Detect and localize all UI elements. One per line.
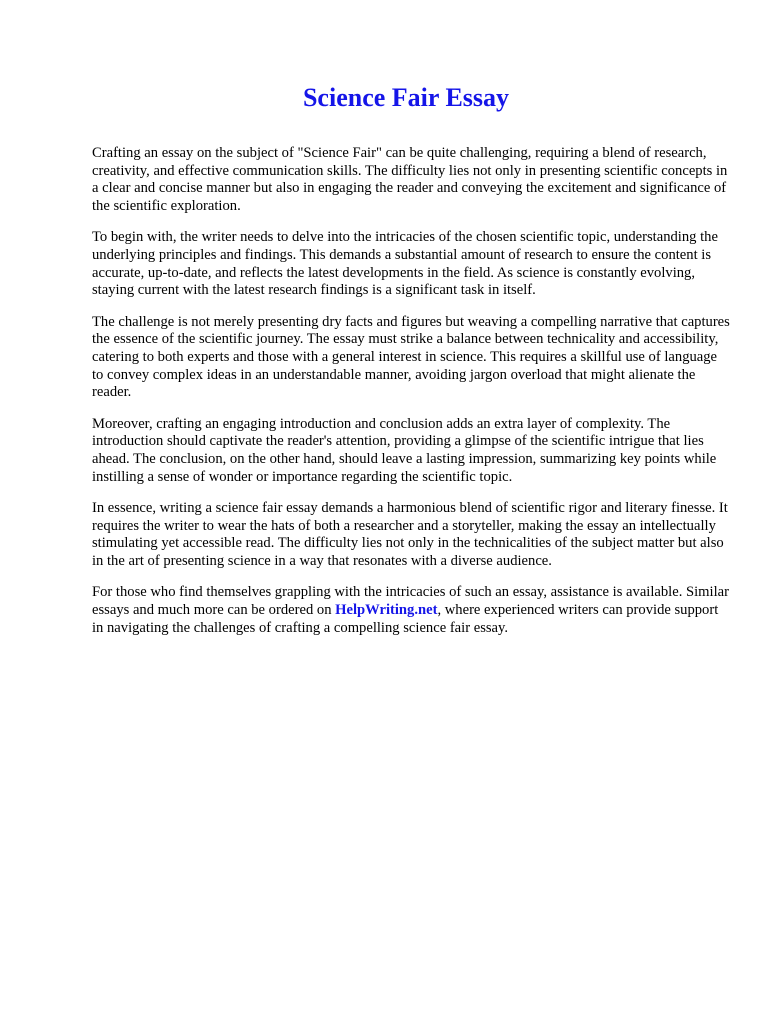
paragraph-6-text-after-link: , where experienced writers can provide support in navigating the challenges of crafting a compelling science fair essay.	[92, 602, 719, 636]
paragraph-6	[92, 584, 730, 637]
paragraph-1: Crafting an essay on the subject of "Science Fair" can be quite challenging, requiring a blend of research, creativity, and effective communication skills. The difficulty lies not only in presenting scientific concepts in a clear and concise manner but also in engaging the reader and conveying the excitement and significance of the scientific exploration.	[92, 145, 728, 214]
helpwriting-link[interactable]: HelpWriting.net	[335, 602, 438, 619]
paragraph-2: To begin with, the writer needs to delve into the intricacies of the chosen scientific topic, understanding the underlying principles and findings. This demands a substantial amount of research to ensure the content is accurate, up-to-date, and reflects the latest developments in the field. As science is constantly evolving, staying current with the latest research findings is a significant task in itself.	[92, 229, 718, 299]
paragraph-3: The challenge is not merely presenting dry facts and figures but weaving a compelling narrative that captures the essence of the scientific journey. The essay must strike a balance between technicality and accessibility, catering to both experts and those with a general interest in science. This requires a skillful use of language to convey complex ideas in an understandable manner, avoiding jargon overload that might alienate the reader.	[92, 313, 730, 401]
paragraph-6-text-before-link: For those who find themselves grappling with the intricacies of such an essay, assistance is available. Similar essays and much more can be ordered on	[92, 584, 729, 619]
essay-body	[92, 145, 730, 651]
paragraph-5: In essence, writing a science fair essay demands a harmonious blend of scientific rigor and literary finesse. It requires the writer to wear the hats of both a researcher and a storyteller, making the essay an intellectually stimulating yet accessible read. The difficulty lies not only in the technicalities of the subject matter but also in the art of presenting science in a way that resonates with a diverse audience.	[92, 500, 728, 569]
paragraph-4: Moreover, crafting an engaging introduction and conclusion adds an extra layer of complexity. The introduction should captivate the reader's attention, providing a glimpse of the scientific intrigue that lies ahead. The conclusion, on the other hand, should leave a lasting impression, summarizing key points while instilling a sense of wonder or importance regarding the scientific topic.	[92, 415, 717, 485]
page-title: Science Fair Essay	[302, 83, 510, 112]
